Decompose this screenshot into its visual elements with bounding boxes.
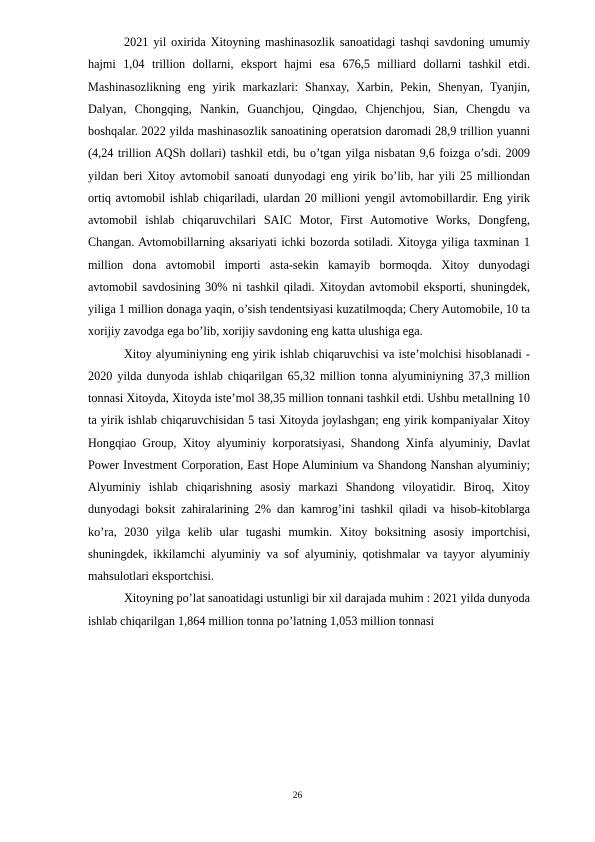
paragraph-aluminium: Xitoy alyuminiyning eng yirik ishlab chiqaruvchisi va iste’molchisi hisoblanadi - 2020 yilda dunyoda ishlab chiqarilgan 65,32 million tonna alyuminiyning 37,3 million tonnasi Xitoyda, Xitoyda iste’mol 38,35 million tonnani tashkil etdi. Ushbu metallning 10 ta yirik ishlab chiqaruvchisidan 5 tasi Xitoyda joylashgan; eng yirik kompaniyalar Xitoy Hongqiao Group, Xitoy alyuminiy korporatsiyasi, Shandong Xinfa alyuminiy, Davlat Power Investment Corporation, East Hope Aluminium va Shandong Nanshan alyuminiy; Alyuminiy ishlab chiqarishning asosiy markazi Shandong viloyatidir. Biroq, Xitoy dunyodagi boksit zahiralarining 2% dan kamrog’ini tashkil qiladi va hisob-kitoblarga ko’ra, 2030 yilga kelib ular tugashi mumkin. Xitoy boksitning asosiy importchisi, shuningdek, ikkilamchi alyuminiy va sof alyuminiy, qotishmalar va tayyor alyuminiy mahsulotlari eksportchisi. — [88, 346, 530, 583]
paragraph-machine-building: 2021 yil oxirida Xitoyning mashinasozlik sanoatidagi tashqi savdoning umumiy hajmi 1,04 trillion dollarni, eksport hajmi esa 676,5 milliard dollarni tashkil etdi. Mashinasozlikning eng yirik markazlari: Shanxay, Xarbin, Pekin, Shenyan, Tyanjin, Dalyan, Chongqing, Nankin, Guanchjou, Qingdao, Chjenchjou, Sian, Chengdu va boshqalar. 2022 yilda mashinasozlik sanoatining operatsion daromadi 28,9 trillion yuanni (4,24 trillion AQSh dollari) tashkil etdi, bu o’tgan yilga nisbatan 9,6 foizga o’sdi. 2009 yildan beri Xitoy avtomobil sanoati dunyodagi eng yirik bo’lib, har yili 25 milliondan ortiq avtomobil ishlab chiqariladi, ulardan 20 millioni yengil avtomobillardir. Eng yirik avtomobil ishlab chiqaruvchilari SAIC Motor, First Automotive Works, Dongfeng, Changan. Avtomobillarning aksariyati ichki bozorda sotiladi. Xitoyga yiliga taxminan 1 million dona avtomobil importi asta-sekin kamayib bormoqda. Xitoy dunyodagi avtomobil savdosining 30% ni tashkil qiladi. Xitoydan avtomobil eksporti, shuningdek, yiliga 1 million donaga yaqin, o’sish tendentsiyasi kuzatilmoqda; Chery Automobile, 10 ta xorijiy zavodga ega bo’lib, xorijiy savdoning eng katta ulushiga ega. — [88, 35, 530, 339]
page-number: 26 — [292, 791, 303, 801]
paragraph-steel: Xitoyning po’lat sanoatidagi ustunligi bir xil darajada muhim : 2021 yilda dunyoda ishlab chiqarilgan 1,864 million tonna po’latning 1,053 million tonnasi — [88, 591, 530, 628]
document-body — [88, 31, 530, 632]
